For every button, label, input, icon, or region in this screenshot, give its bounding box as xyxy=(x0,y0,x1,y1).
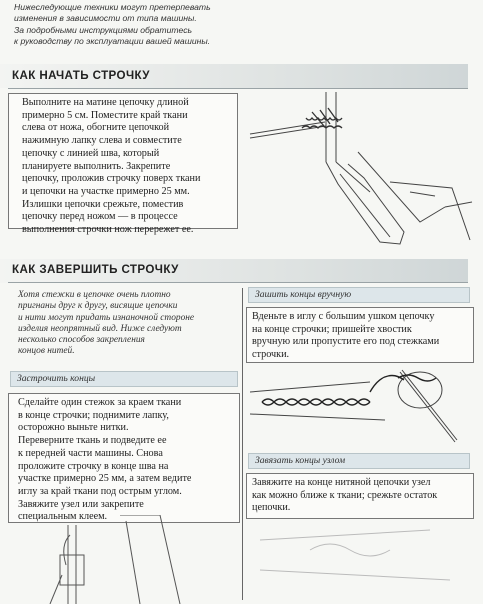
text-line: планируете выполнить. Закрепите xyxy=(22,160,171,172)
text-line: выполнения строчки нож перережет ее. xyxy=(22,224,194,236)
text-line: на конце строчки; пришейте хвостик xyxy=(252,323,412,335)
text-line: концов нитей. xyxy=(18,346,75,357)
text-line: Сделайте один стежок за краем ткани xyxy=(18,397,182,408)
text-line: цепочку перед ножом — в процессе xyxy=(22,211,178,223)
subsection-label-secure: Застрочить концы xyxy=(10,371,238,387)
text-line: Завяжите на конце нитяной цепочки узел xyxy=(252,477,431,488)
intro-note xyxy=(14,2,254,48)
hand-sew-text xyxy=(252,311,439,362)
text-line: примерно 5 см. Поместите край ткани xyxy=(22,109,188,121)
intro-line: За подробными инструкциями обратитесь xyxy=(14,24,193,35)
text-line: иглу за край ткани под острым углом. xyxy=(18,485,182,497)
text-line: и цепочки на участке примерно 25 мм. xyxy=(22,185,190,197)
end-intro-text xyxy=(18,290,194,358)
text-line: нажимную лапку слева и совместите xyxy=(22,135,182,147)
text-line: к передней части машины. Снова xyxy=(18,447,163,459)
text-line: проложите строчку в конце шва на xyxy=(18,460,169,472)
text-line: Излишки цепочки срежьте, поместив xyxy=(22,198,184,210)
text-line: строчки. xyxy=(252,349,290,361)
intro-line: Нижеследующие техники могут претерпевать xyxy=(14,2,211,12)
text-line: цепочку, проложив строчку поверх ткани xyxy=(22,173,201,185)
text-line: пригнаны друг к другу, висящие цепочки xyxy=(18,301,178,312)
intro-line: изменения в зависимости от типа машины. xyxy=(14,13,197,24)
text-line: как можно ближе к ткани; срежьте остаток xyxy=(252,489,438,501)
text-line: Выполните на матине цепочку длиной xyxy=(22,97,189,108)
subsection-label-knot: Завязать концы узлом xyxy=(248,453,470,469)
section-title-end: КАК ЗАВЕРШИТЬ СТРОЧКУ xyxy=(12,263,179,276)
text-line: Хотя стежки в цепочке очень плотно xyxy=(18,290,171,300)
subsection-label-hand: Зашить концы вручную xyxy=(248,287,470,303)
text-line: Вденьте в иглу с большим ушком цепочку xyxy=(252,311,435,322)
section-title-start: КАК НАЧАТЬ СТРОЧКУ xyxy=(12,69,150,82)
knot-illustration xyxy=(250,520,475,604)
section-divider xyxy=(8,282,468,283)
text-line: Завяжите узел или закрепите xyxy=(18,498,144,510)
machine-foot-fabric-illustration xyxy=(40,515,240,604)
text-line: цепочки. xyxy=(252,502,291,514)
text-line: участке примерно 25 мм, а затем ведите xyxy=(18,473,192,485)
text-line: Переверните ткань и подведите ее xyxy=(18,435,167,447)
text-line: вручную или пропустите его под стежками xyxy=(252,336,440,348)
needle-chain-illustration xyxy=(250,362,475,452)
section-divider xyxy=(8,88,468,89)
intro-line: к руководству по эксплуатации вашей машины. xyxy=(14,36,211,47)
text-line: слева от ножа, обогните цепочкой xyxy=(22,122,170,134)
text-line: специальным клеем. xyxy=(18,511,108,523)
text-line: изделия неопрятный вид. Ниже следуют xyxy=(18,323,182,334)
secure-ends-text xyxy=(18,397,191,524)
start-instructions-text xyxy=(22,97,200,237)
column-divider xyxy=(242,288,243,600)
text-line: несколько способов закрепления xyxy=(18,335,145,346)
text-line: и нити могут придать изнаночной стороне xyxy=(18,312,195,323)
text-line: в конце строчки; поднимите лапку, xyxy=(18,409,169,421)
text-line: цепочку с линией шва, который xyxy=(22,147,160,159)
knot-text xyxy=(252,477,437,515)
text-line: осторожно выньте нитки. xyxy=(18,422,129,434)
presser-foot-chain-illustration xyxy=(240,92,475,252)
